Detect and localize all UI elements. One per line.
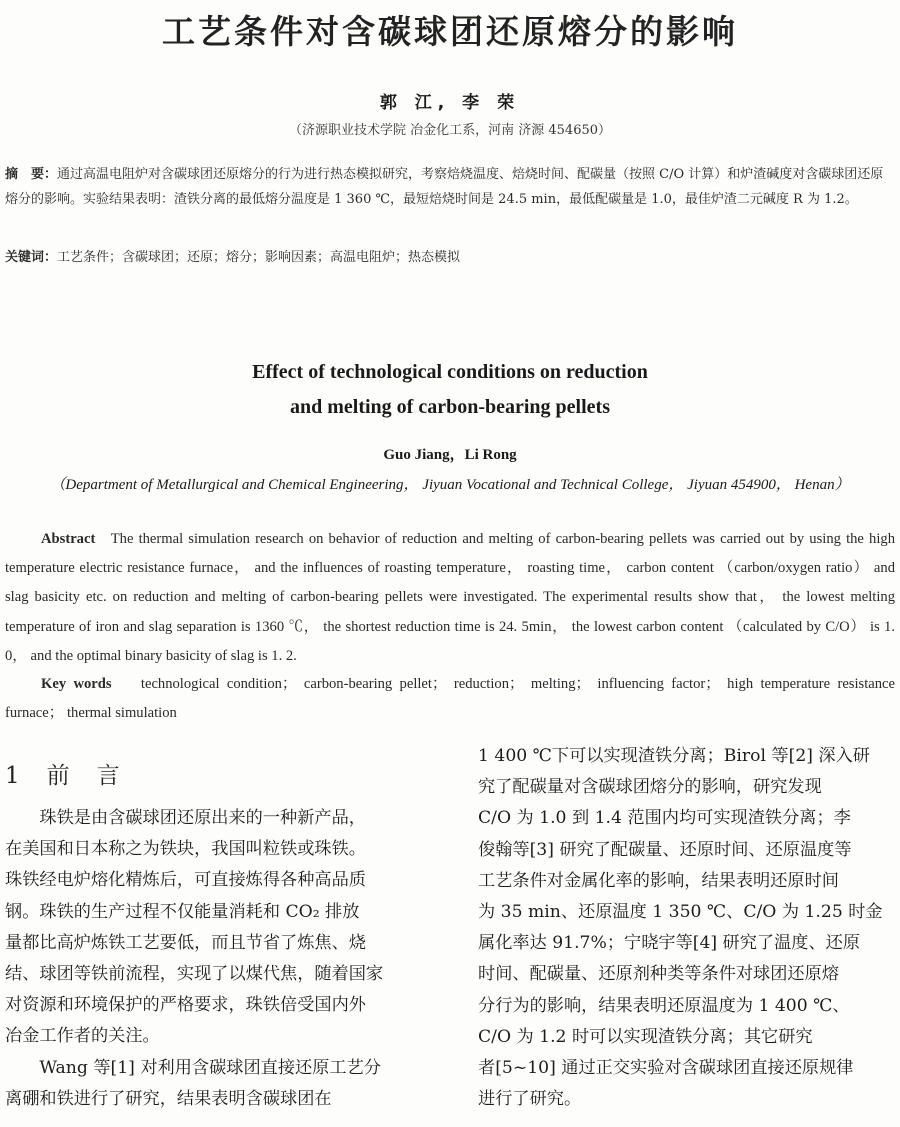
body-line: 离硼和铁进行了研究，结果表明含碳球团在 — [5, 1088, 332, 1109]
authors-cn: 郭 江, 李 荣 — [379, 93, 521, 113]
body-line: 工艺条件对金属化率的影响，结果表明还原时间 — [478, 870, 839, 891]
paper-title-en — [0, 355, 900, 425]
keywords-en-text: technological condition； carbon-bearing pellet； reduction； melting； influencing factor； high temperature resistance furnace； thermal simulation — [5, 676, 896, 722]
body-line: 对资源和环境保护的严格要求，珠铁倍受国内外 — [5, 995, 366, 1016]
paper-title-en-line2: and melting of carbon-bearing pellets — [290, 396, 610, 418]
body-line: 量都比高炉炼铁工艺要低，而且节省了炼焦、烧 — [5, 932, 366, 953]
affiliation-en: （Department of Metallurgical and Chemical Engineering， Jiyuan Vocational and Technical College， Jiyuan 454900， Henan） — [50, 477, 850, 493]
body-right-column — [478, 741, 896, 1115]
body-line: 为 35 min、还原温度 1 350 ℃、C/O 为 1.25 时金 — [478, 902, 883, 923]
keywords-cn-label: 关键词： — [5, 250, 58, 265]
body-line: 结、球团等铁前流程，实现了以煤代焦，随着国家 — [5, 964, 384, 985]
body-line: 分行为的影响，结果表明还原温度为 1 400 ℃、 — [478, 995, 850, 1016]
body-line: 俊翰等[3] 研究了配碳量、还原时间、还原温度等 — [478, 839, 852, 860]
body-line: 在美国和日本称之为铁块，我国叫粒铁或珠铁。 — [5, 839, 366, 860]
section-heading-introduction: 1 前 言 — [5, 763, 122, 789]
keywords-cn-text: 工艺条件；含碳球团；还原；熔分；影响因素；高温电阻炉；热态模拟 — [57, 250, 461, 265]
body-line: Wang 等[1] 对利用含碳球团直接还原工艺分 — [5, 1057, 381, 1078]
paper-title-cn: 工艺条件对含碳球团还原熔分的影响 — [162, 12, 738, 51]
affiliation-cn: （济源职业技术学院 冶金化工系，河南 济源 454650） — [288, 123, 612, 138]
body-line: 进行了研究。 — [478, 1089, 582, 1110]
body-line: 珠铁经电炉熔化精炼后，可直接炼得各种高品质 — [5, 870, 366, 891]
body-line: 冶金工作者的关注。 — [5, 1026, 160, 1047]
keywords-en-label: Key words — [41, 676, 112, 692]
body-line: C/O 为 1.2 时可以实现渣铁分离；其它研究 — [478, 1026, 813, 1047]
body-line: 珠铁是由含碳球团还原出来的一种新产品， — [5, 808, 366, 828]
abstract-en-label: Abstract — [41, 531, 96, 547]
body-line: 1 400 ℃下可以实现渣铁分离；Birol 等[2] 深入研 — [478, 746, 870, 766]
keywords-cn — [5, 245, 895, 270]
abstract-cn-label: 摘 要： — [5, 167, 58, 182]
abstract-cn-text: 通过高温电阻炉对含碳球团还原熔分的行为进行热态模拟研究，考察焙烧温度、焙烧时间、配碳量（按照 C/O 计算）和炉渣碱度对含碳球团还原熔分的影响。实验结果表明：渣铁分离的最低熔分温度是 1 360 ℃，最短焙烧时间是 24.5 min，最低配碳量是 1.0，最佳炉渣二元碱度 R 为 1.2。 — [5, 167, 884, 207]
abstract-cn — [5, 162, 895, 212]
body-line: 者[5~10] 通过正交实验对含碳球团直接还原规律 — [478, 1058, 854, 1079]
abstract-en — [5, 525, 895, 671]
body-line: 究了配碳量对含碳球团熔分的影响，研究发现 — [478, 777, 822, 798]
body-line: 钢。珠铁的生产过程不仅能量消耗和 CO₂ 排放 — [5, 901, 360, 922]
authors-en: Guo Jiang，Li Rong — [383, 447, 517, 463]
abstract-en-text: The thermal simulation research on behavior of reduction and melting of carbon-bearing pellets was carried out by using the high temperature electric resistance furnace， and the influences of roasting temperature， roasting time， carbon content （carbon/oxygen ratio） and slag basicity etc. on reduction and melting of carbon-bearing pellets were investigated. The experimental results show that， the lowest melting temperature of iron and slag separation is 1360 ℃， the shortest reduction time is 24. 5min， the lowest carbon content （calculated by C/O） is 1. 0， and the optimal binary basicity of slag is 1. 2. — [5, 531, 895, 664]
body-line: 属化率达 91.7%；宁晓宇等[4] 研究了温度、还原 — [478, 933, 861, 954]
paper-title-en-line1: Effect of technological conditions on reduction — [252, 361, 648, 383]
body-left-column — [5, 803, 433, 1115]
body-line: 时间、配碳量、还原剂种类等条件对球团还原熔 — [478, 964, 839, 985]
keywords-en — [5, 670, 895, 728]
body-line: C/O 为 1.0 到 1.4 范围内均可实现渣铁分离；李 — [478, 808, 851, 829]
